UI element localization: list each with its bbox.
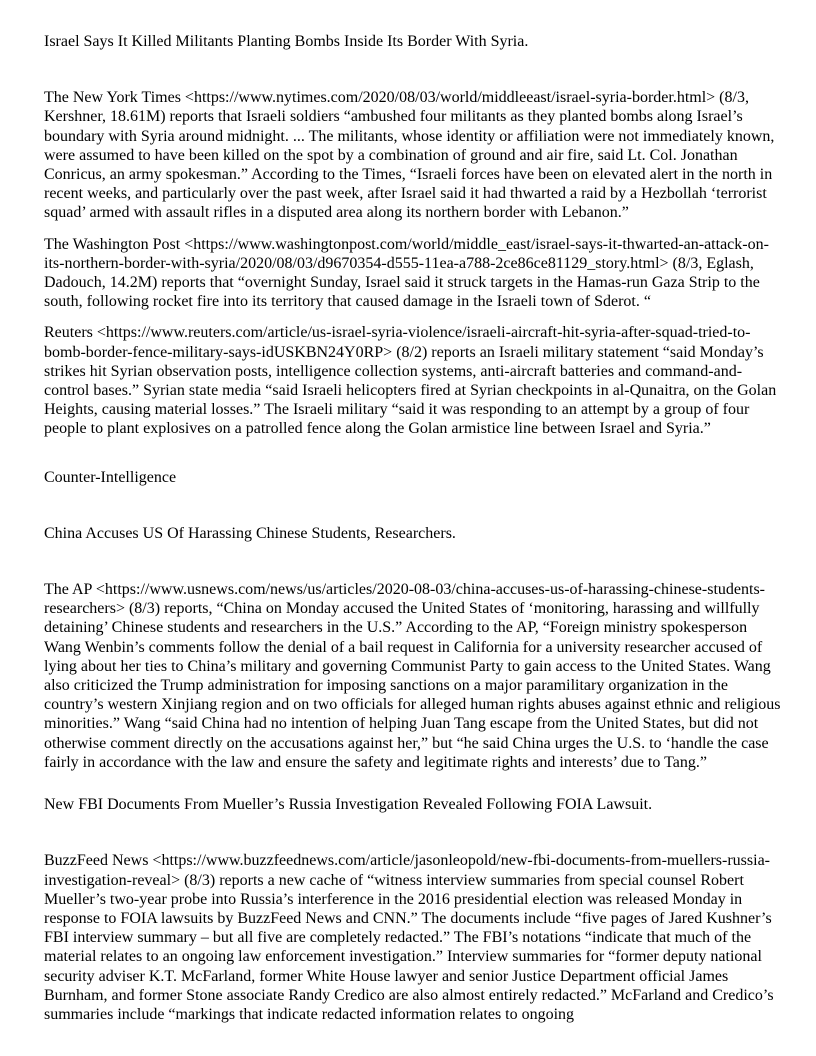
- paragraph-washington-post: The Washington Post <https://www.washingtonpost.com/world/middle_east/israel-says-it-thwarted-an-attack-on-its-northern-border-with-syria/2020/08/03/d9670354-d555-11ea-a788-2ce86ce81129_story.html> (8/3, Eglash, Dadouch, 14.2M) reports that “overnight Sunday, Israel said it struck targets in the Hamas-run Gaza Strip to the south, following rocket fire into its territory that caused damage in the Israeli town of Sderot. “: [44, 235, 769, 311]
- headline-fbi-documents-mueller: New FBI Documents From Mueller’s Russia Investigation Revealed Following FOIA Lawsuit.: [44, 796, 653, 814]
- paragraph-ap-china: The AP <https://www.usnews.com/news/us/articles/2020-08-03/china-accuses-us-of-harassing-chinese-students-researchers> (8/3) reports, “China on Monday accused the United States of ‘monitoring, harassing and willfully detaining’ Chinese students and researchers in the U.S.” According to the AP, “Foreign ministry spokesperson Wang Wenbin’s comments follow the denial of a bail request in California for a university researcher accused of lying about her ties to China’s military and governing Communist Party to gain access to the United States. Wang also criticized the Trump administration for imposing sanctions on a major paramilitary organization in the country’s western Xinjiang region and on two officials for alleged human rights abuses against ethnic and religious minorities.” Wang “said China had no intention of helping Juan Tang escape from the United States, but did not otherwise comment directly on the accusations against her,” but “he said China urges the U.S. to ‘handle the case fairly in accordance with the law and ensure the safety and legitimate rights and interests’ due to Tang.”: [44, 581, 781, 771]
- paragraph-reuters: Reuters <https://www.reuters.com/article/us-israel-syria-violence/israeli-aircraft-hit-syria-after-squad-tried-to-bomb-border-fence-military-says-idUSKBN24Y0RP> (8/2) reports an Israeli military statement “said Monday’s strikes hit Syrian observation posts, intelligence collection systems, anti-aircraft batteries and command-and-control bases.” Syrian state media “said Israeli helicopters fired at Syrian checkpoints in al-Qunaitra, on the Golan Heights, causing material losses.” The Israeli military “said it was responding to an attempt by a group of four people to plant explosives on a patrolled fence along the Golan armistice line between Israel and Syria.”: [44, 324, 777, 438]
- headline-israel-syria-border: Israel Says It Killed Militants Planting Bombs Inside Its Border With Syria.: [44, 33, 529, 50]
- paragraph-buzzfeed-news: BuzzFeed News <https://www.buzzfeednews.com/article/jasonleopold/new-fbi-documents-from-muellers-russia-investigation-reveal> (8/3) reports a new cache of “witness interview summaries from special counsel Robert Mueller’s two-year probe into Russia’s interference in the 2016 presidential election was released Monday in response to FOIA lawsuits by BuzzFeed News and CNN.” The documents include “five pages of Jared Kushner’s FBI interview summary – but all five are completely redacted.” The FBI’s notations “indicate that much of the material relates to an ongoing law enforcement investigation.” Interview summaries for “former deputy national security adviser K.T. McFarland, former White House lawyer and senior Justice Department official James Burnham, and former Stone associate Randy Credico are also almost entirely redacted.” McFarland and Credico’s summaries include “markings that indicate redacted information relates to ongoing: [44, 852, 774, 1023]
- headline-china-accuses-us: China Accuses US Of Harassing Chinese Students, Researchers.: [44, 524, 456, 542]
- paragraph-new-york-times: The New York Times <https://www.nytimes.com/2020/08/03/world/middleeast/israel-syria-border.html> (8/3, Kershner, 18.61M) reports that Israeli soldiers “ambushed four militants as they planted bombs along Israel’s boundary with Syria around midnight. ... The militants, whose identity or affiliation were not immediately known, were assumed to have been killed on the spot by a combination of ground and air fire, said Lt. Col. Jonathan Conricus, an army spokesman.” According to the Times, “Israeli forces have been on elevated alert in the north in recent weeks, and particularly over the past week, after Israel said it had thwarted a raid by a Hezbollah ‘terrorist squad’ armed with assault rifles in a disputed area along its northern border with Lebanon.”: [44, 89, 775, 222]
- section-heading-counter-intelligence: Counter-Intelligence: [44, 468, 177, 486]
